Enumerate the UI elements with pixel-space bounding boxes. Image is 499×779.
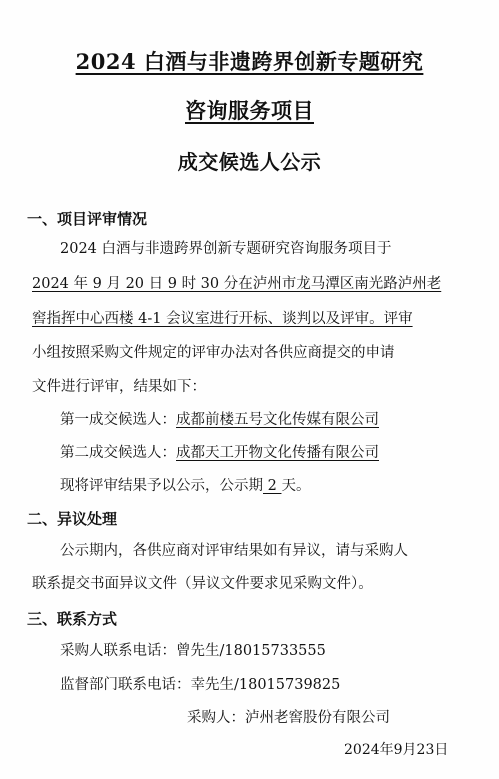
title-line-2 [0,95,499,125]
section-1-heading: 一、项目评审情况 [27,210,148,228]
section-1-paragraph-line-3 [32,309,413,329]
publicity-period-post: 天。 [281,478,311,494]
section-2-heading: 二、异议处理 [27,510,118,528]
section-3-heading: 三、联系方式 [27,610,118,628]
second-candidate-row [60,443,379,463]
section-2-line-1: 公示期内，各供应商对评审结果如有异议，请与采购人 [60,543,408,559]
supervisor-contact: 监督部门联系电话：幸先生/18015739825 [60,677,341,693]
buyer-name: 采购人：泸州老窖股份有限公司 [187,710,390,726]
second-candidate-label: 第二成交候选人： [60,445,176,461]
title-line-1-text: 2024 白酒与非遗跨界创新专题研究 [75,49,424,74]
section-2-line-2: 联系提交书面异议文件（异议文件要求见采购文件）。 [32,576,373,592]
opening-location-text: 窖指挥中心西楼 4-1 会议室进行开标、谈判以及评审。评审 [32,311,413,327]
section-1-paragraph-line-1: 2024 白酒与非遗跨界创新专题研究咨询服务项目于 [60,241,392,257]
title-line-2-text: 咨询服务项目 [185,98,314,123]
publicity-period-days: 2 [263,478,282,494]
title-line-1 [0,46,499,76]
second-candidate-value: 成都天工开物文化传播有限公司 [176,445,379,461]
publish-date: 2024年9月23日 [344,742,449,758]
title-line-3: 成交候选人公示 [177,150,322,174]
publicity-period-pre: 现将评审结果予以公示，公示期 [60,478,263,494]
first-candidate-value: 成都前楼五号文化传媒有限公司 [176,412,379,428]
first-candidate-row [60,410,379,430]
section-1-paragraph-line-4: 小组按照采购文件规定的评审办法对各供应商提交的申请 [32,345,395,361]
section-1-paragraph-line-2 [32,274,441,294]
publicity-period-row [60,476,310,496]
opening-time-text: 2024 年 9 月 20 日 9 时 30 分在泸州市龙马潭区南光路泸州老 [32,276,442,292]
section-1-paragraph-line-5: 文件进行评审，结果如下： [32,379,206,395]
first-candidate-label: 第一成交候选人： [60,412,176,428]
buyer-contact: 采购人联系电话：曾先生/18015733555 [60,643,326,659]
